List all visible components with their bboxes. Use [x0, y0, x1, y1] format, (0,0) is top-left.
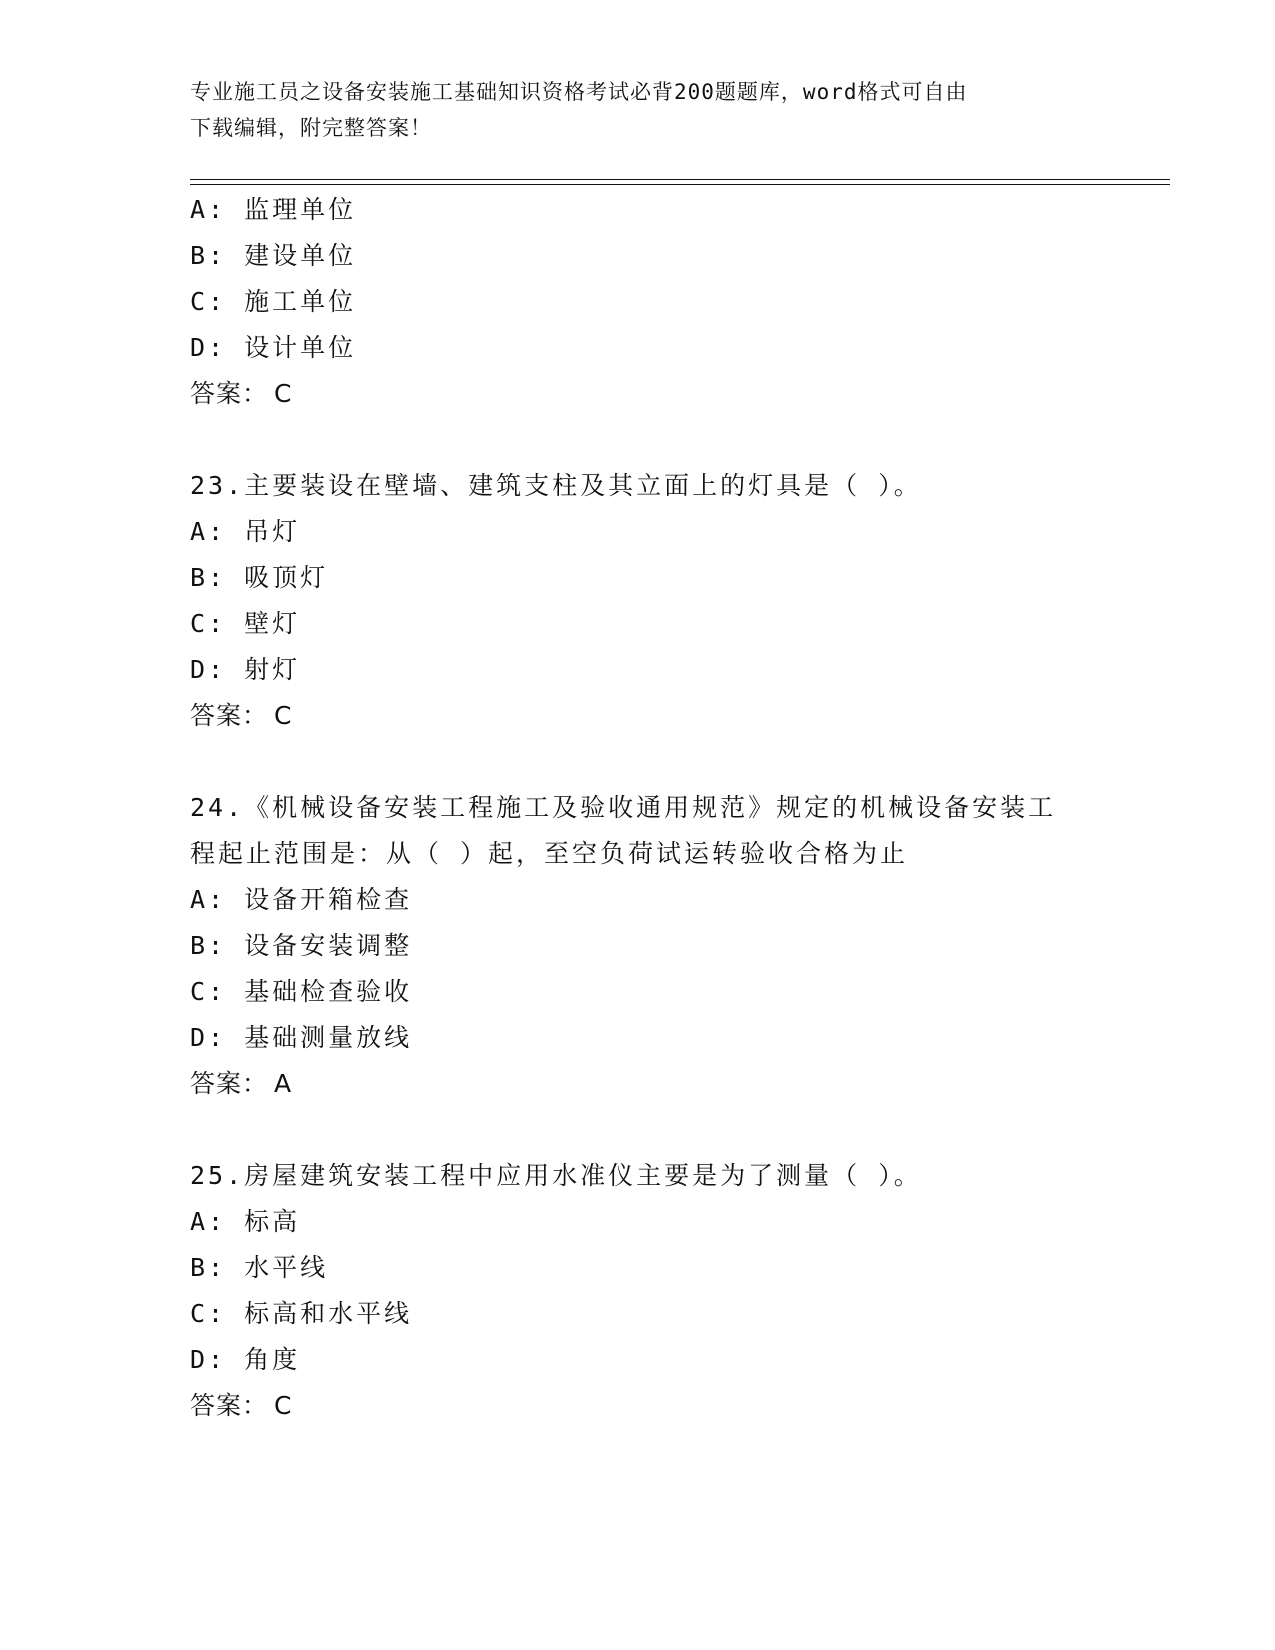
q23-option-d: D: 射灯 — [190, 655, 301, 684]
header-divider-bottom — [190, 184, 1170, 185]
q23-option-b: B: 吸顶灯 — [190, 563, 329, 592]
q22-option-c: C: 施工单位 — [190, 287, 357, 316]
q25-stem: 25.房屋建筑安装工程中应用水准仪主要是为了测量（ ）。 — [190, 1161, 922, 1190]
q22-option-b: B: 建设单位 — [190, 241, 357, 270]
q22-option-d: D: 设计单位 — [190, 333, 357, 362]
answer-value: A — [274, 1069, 293, 1098]
answer-value: C — [274, 701, 293, 730]
header-title-line1: 专业施工员之设备安装施工基础知识资格考试必背200题题库，word格式可自由 — [190, 80, 968, 104]
q25-option-c: C: 标高和水平线 — [190, 1299, 413, 1328]
answer-label: 答案： — [190, 701, 269, 730]
q24-option-b: B: 设备安装调整 — [190, 931, 413, 960]
q24-stem-line1: 24.《机械设备安装工程施工及验收通用规范》规定的机械设备安装工 — [190, 793, 1057, 822]
q22-answer — [190, 378, 292, 410]
q25-option-b: B: 水平线 — [190, 1253, 329, 1282]
q25-option-a: A: 标高 — [190, 1207, 301, 1236]
q24-option-c: C: 基础检查验收 — [190, 977, 413, 1006]
answer-label: 答案： — [190, 1391, 269, 1420]
header-title-line2: 下载编辑，附完整答案！ — [190, 116, 432, 140]
q22-option-a: A: 监理单位 — [190, 195, 357, 224]
q24-stem-line2: 程起止范围是：从（ ）起，至空负荷试运转验收合格为止 — [190, 839, 909, 868]
q24-option-a: A: 设备开箱检查 — [190, 885, 413, 914]
q25-answer — [190, 1390, 292, 1422]
answer-value: C — [274, 1391, 293, 1420]
q25-option-d: D: 角度 — [190, 1345, 301, 1374]
answer-label: 答案： — [190, 379, 269, 408]
q23-option-c: C: 壁灯 — [190, 609, 301, 638]
header-divider-top — [190, 179, 1170, 180]
q23-answer — [190, 700, 292, 732]
answer-value: C — [274, 379, 293, 408]
q24-option-d: D: 基础测量放线 — [190, 1023, 413, 1052]
document-header — [190, 74, 1090, 146]
q23-option-a: A: 吊灯 — [190, 517, 301, 546]
q23-stem: 23.主要装设在壁墙、建筑支柱及其立面上的灯具是（ ）。 — [190, 471, 922, 500]
q24-answer — [190, 1068, 292, 1100]
answer-label: 答案： — [190, 1069, 269, 1098]
